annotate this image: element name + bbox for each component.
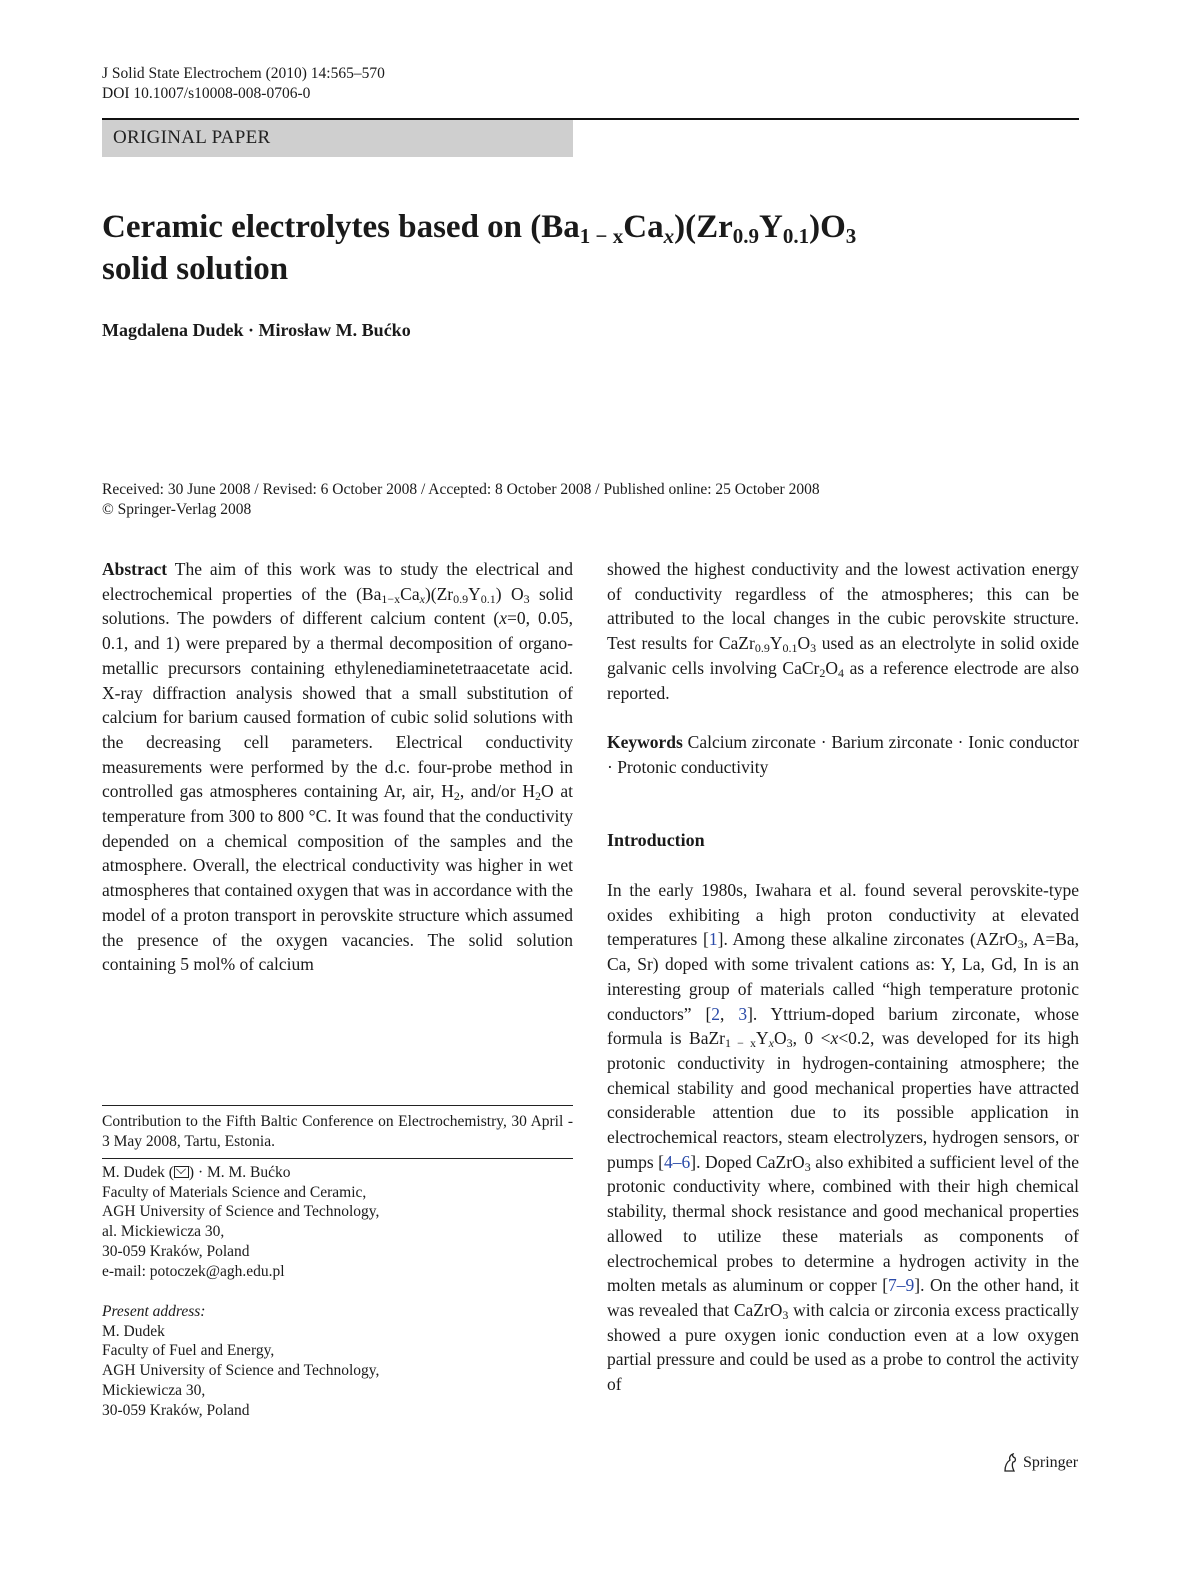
abstract-subscript: 2 bbox=[819, 665, 826, 680]
present-address-label: Present address: bbox=[102, 1303, 206, 1320]
title-text: )(Zr bbox=[674, 209, 733, 245]
abstract-continued bbox=[607, 557, 1079, 705]
contribution-note: Contribution to the Fifth Baltic Conference on Electrochemistry, 30 April - 3 May 2008, Tartu, Estonia. bbox=[102, 1113, 573, 1150]
intro-text: also exhibited a sufficient level of the protonic conductivity where, combined with their high chemical stability, thermal shock resistance and good mechanical properties allowed to utilize these materials as components of electrochemical probes to determine a hydrogen activity in the molten metals as aluminum or copper [ bbox=[607, 1151, 1079, 1296]
abstract-text: as a reference electrode are also reported. bbox=[607, 657, 1079, 703]
abstract bbox=[102, 557, 573, 977]
intro-text: O bbox=[773, 1028, 787, 1049]
footnote-rule bbox=[102, 1105, 573, 1106]
abstract-text: The aim of this work was to study the electrical and electrochemical properties of the (Ba bbox=[102, 559, 573, 604]
intro-text: ]. Yttrium-doped barium zirconate, whose formula is BaZr bbox=[607, 1003, 1079, 1049]
citation-link[interactable]: 2 bbox=[711, 1003, 721, 1024]
abstract-text: Y bbox=[769, 633, 783, 654]
publication-dates bbox=[102, 480, 820, 520]
abstract-variable: x bbox=[499, 608, 507, 629]
abstract-text: ) O bbox=[495, 583, 524, 604]
intro-variable: x bbox=[830, 1028, 839, 1049]
abstract-subscript: 0.1 bbox=[480, 591, 496, 606]
springer-horse-icon bbox=[1002, 1453, 1018, 1473]
title-subscript: 3 bbox=[845, 224, 857, 248]
abstract-text: =0, 0.05, 0.1, and 1) were prepared by a thermal decomposition of organo-metallic precursors containing ethylenediaminetetraacetate acid. X-ray diffraction analysis showed that a small substitution of calcium for barium caused formation of cubic solid solutions with the decreasing cell parameters. Electrical conductivity measurements were performed by the d.c. four-probe method in controlled gas atmospheres containing Ar, air, H bbox=[102, 608, 573, 802]
abstract-text: O bbox=[797, 633, 811, 654]
author-list: Magdalena Dudek · Mirosław M. Bućko bbox=[102, 320, 411, 340]
affiliation-line: Faculty of Materials Science and Ceramic, bbox=[102, 1183, 367, 1201]
publisher-logo bbox=[1002, 1453, 1078, 1473]
intro-subscript: 3 bbox=[786, 1036, 793, 1051]
abstract-text: used as an electrolyte in solid oxide galvanic cells involving CaCr bbox=[607, 633, 1079, 678]
section-badge-label: ORIGINAL PAPER bbox=[113, 127, 271, 148]
abstract-text: Y bbox=[468, 583, 481, 604]
intro-subscript: x bbox=[768, 1036, 774, 1051]
citation-link[interactable]: 7–9 bbox=[888, 1275, 915, 1296]
affiliation-line: 30-059 Kraków, Poland bbox=[102, 1242, 250, 1260]
citation-link[interactable]: 1 bbox=[708, 929, 718, 950]
journal-line: J Solid State Electrochem (2010) 14:565–570 bbox=[102, 65, 385, 82]
present-address bbox=[102, 1302, 573, 1420]
abstract-subscript: 0.9 bbox=[453, 591, 469, 606]
abstract-text: O bbox=[825, 657, 838, 678]
copyright-line: © Springer-Verlag 2008 bbox=[102, 501, 252, 518]
publisher-name: Springer bbox=[1023, 1454, 1079, 1471]
affiliation-text: M. Dudek ( bbox=[102, 1164, 174, 1181]
abstract-text: O at temperature from 300 to 800 °C. It was found that the conductivity depended on a chemical composition of the samples and the atmosphere. Overall, the electrical conductivity was higher in wet atmospheres that contained oxygen that was in accordance with the model of a proton transport in perovskite structure which assumed the presence of the oxygen vacancies. The solid solution containing 5 mol% of calcium bbox=[102, 781, 573, 975]
author-affiliation bbox=[102, 1163, 573, 1281]
abstract-text: , and/or H bbox=[459, 781, 535, 802]
citation-link[interactable]: 3 bbox=[738, 1003, 748, 1024]
intro-subscript: 3 bbox=[804, 1159, 811, 1174]
title-subscript: 0.1 bbox=[782, 224, 810, 248]
affiliation-text: ) · M. M. Bućko bbox=[188, 1164, 291, 1181]
title-text: )O bbox=[809, 209, 846, 245]
title-line-2: solid solution bbox=[102, 251, 289, 287]
abstract-subscript: 3 bbox=[810, 641, 817, 656]
present-address-line: Faculty of Fuel and Energy, bbox=[102, 1342, 275, 1360]
present-address-line: AGH University of Science and Technology, bbox=[102, 1362, 380, 1380]
affiliation-line: al. Mickiewicza 30, bbox=[102, 1223, 225, 1241]
intro-text: Y bbox=[755, 1028, 769, 1049]
history-line: Received: 30 June 2008 / Revised: 6 October 2008 / Accepted: 8 October 2008 / Published online: 25 October 2008 bbox=[102, 481, 820, 498]
title-text: Ceramic electrolytes based on (Ba bbox=[102, 209, 580, 245]
abstract-subscript: 3 bbox=[523, 591, 530, 606]
intro-text: , A=Ba, Ca, Sr) doped with some trivalent cations as: Y, La, Gd, In is an interesting group of materials called “high temperature protonic conductors” [ bbox=[607, 929, 1080, 1024]
intro-text: ]. On the other hand, it was revealed that CaZrO bbox=[607, 1275, 1079, 1320]
intro-subscript: 3 bbox=[782, 1307, 789, 1322]
intro-text: with calcia or zirconia excess practically showed a pure oxygen ionic conduction even at a low oxygen partial pressure and could be used as a probe to control the activity of bbox=[607, 1299, 1079, 1395]
introduction-body bbox=[607, 878, 1079, 1397]
envelope-icon[interactable] bbox=[174, 1166, 189, 1178]
abstract-text: Ca bbox=[400, 583, 420, 604]
intro-text: <0.2, was developed for its high protonic conductivity in hydrogen-containing atmosphere; the chemical stability and good mechanical properties have attracted considerable attention due to its possible application in electrochemical reactors, steam electrolyzers, hydrogen sensors, or pumps [ bbox=[607, 1028, 1079, 1172]
citation-link[interactable]: 4–6 bbox=[664, 1151, 691, 1172]
abstract-subscript: 2 bbox=[535, 789, 541, 804]
abstract-subscript: 0.9 bbox=[754, 641, 770, 656]
keywords bbox=[607, 730, 1079, 779]
title-text: Ca bbox=[623, 209, 664, 245]
intro-text: ]. Among these alkaline zirconates (AZrO bbox=[717, 929, 1018, 950]
abstract-subscript: 0.1 bbox=[782, 641, 798, 656]
present-address-line: 30-059 Kraków, Poland bbox=[102, 1401, 250, 1419]
intro-text: , 0 < bbox=[792, 1028, 831, 1049]
intro-subscript: 1 − x bbox=[724, 1036, 756, 1051]
affiliation-line: AGH University of Science and Technology, bbox=[102, 1203, 380, 1221]
keywords-heading: Keywords bbox=[607, 732, 683, 752]
doi-line: DOI 10.1007/s10008-008-0706-0 bbox=[102, 85, 311, 102]
affiliation-name-line bbox=[102, 1163, 573, 1183]
abstract-subscript: 4 bbox=[837, 665, 844, 680]
email-line[interactable]: e-mail: potoczek@agh.edu.pl bbox=[102, 1262, 285, 1280]
title-subscript: 1 − x bbox=[579, 224, 624, 248]
abstract-text: showed the highest conductivity and the lowest activation energy of conductivity regardless of the atmospheres; this can be attributed to the local changes in the cubic perovskite structure. Test results for CaZr bbox=[607, 559, 1079, 654]
abstract-subscript: 2 bbox=[453, 789, 460, 804]
present-address-line: Mickiewicza 30, bbox=[102, 1381, 206, 1399]
section-badge bbox=[102, 120, 573, 157]
title-text: Y bbox=[758, 209, 783, 245]
intro-text: , bbox=[720, 1003, 739, 1024]
title-subscript: x bbox=[663, 224, 675, 248]
footnote-rule bbox=[102, 1158, 573, 1159]
abstract-subscript: 1−x bbox=[381, 591, 401, 606]
abstract-heading: Abstract bbox=[102, 559, 168, 579]
abstract-subscript: x bbox=[419, 591, 425, 606]
abstract-text: )(Zr bbox=[424, 583, 454, 604]
title-subscript: 0.9 bbox=[732, 224, 759, 248]
abstract-text: solid solutions. The powders of different calcium content ( bbox=[102, 583, 573, 629]
intro-text: In the early 1980s, Iwahara et al. found several perovskite-type oxides exhibiting a high proton conductivity at elevated temperatures [ bbox=[607, 880, 1079, 950]
intro-text: ]. Doped CaZrO bbox=[690, 1151, 805, 1172]
keywords-text: Calcium zirconate · Barium zirconate · Ionic conductor · Protonic conductivity bbox=[607, 732, 1079, 777]
introduction-heading: Introduction bbox=[607, 830, 705, 850]
journal-citation bbox=[102, 64, 385, 104]
intro-subscript: 3 bbox=[1017, 937, 1024, 952]
present-address-line: M. Dudek bbox=[102, 1322, 165, 1340]
article-title bbox=[102, 206, 1082, 290]
